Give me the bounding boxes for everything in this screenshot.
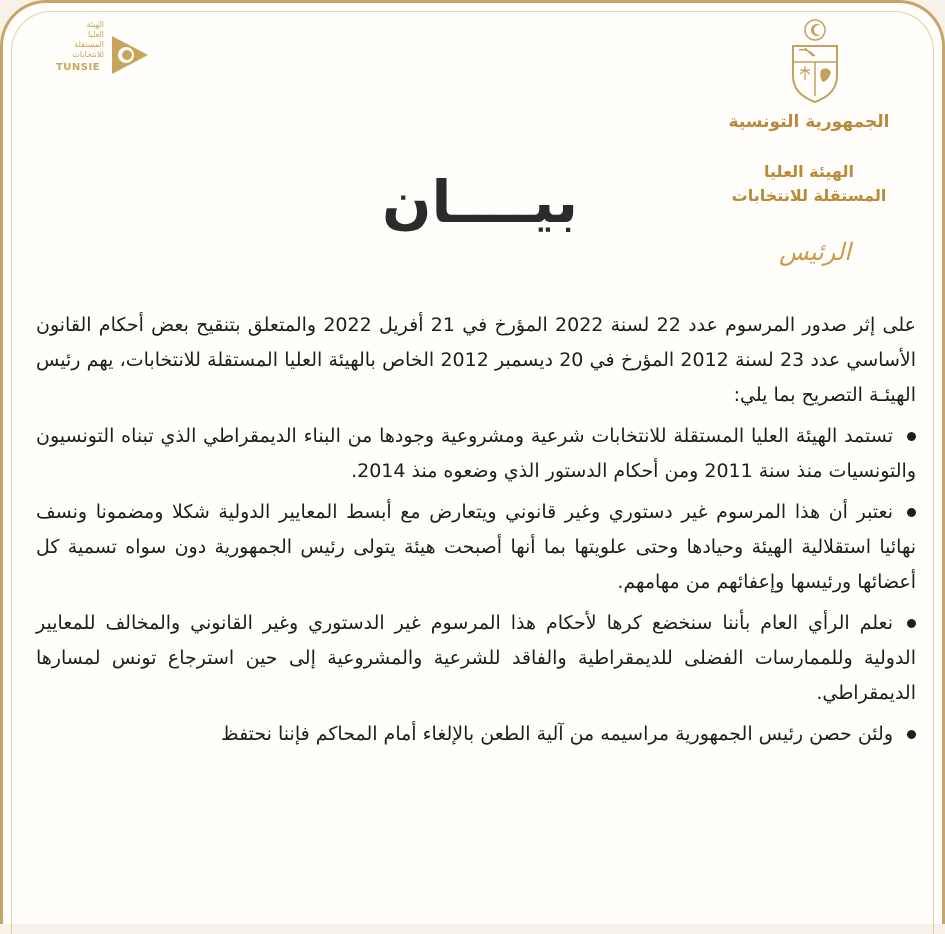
ballot-box-icon	[108, 32, 152, 78]
logo-line-4: للانتخابات	[72, 50, 104, 59]
bullet-text: ولئن حصن رئيس الجمهورية مراسيمه من آلية الطعن بالإلغاء أمام المحاكم فإننا نحتفظ	[221, 723, 893, 745]
authority-name	[719, 160, 899, 208]
bullet-icon	[907, 508, 916, 517]
bullet-text: نعتبر أن هذا المرسوم غير دستوري وغير قانوني ويتعارض مع أبسط المعايير الدولية شكلا ومضمونا ونسف نهائيا استقلالية الهيئة وحيادها وحتى علويتها بما أنها أصبحت هيئة يتولى رئيس الجمهورية دون سواه تسمية كل أعضائها ورئيسها وإعفائهم من مهامهم.	[36, 501, 916, 593]
bullet-icon	[907, 432, 916, 441]
statement-body	[36, 308, 916, 752]
bullet-icon	[907, 730, 916, 739]
authority-line-1: الهيئة العليا	[764, 162, 854, 181]
logo-line-3: المستقلة	[74, 40, 104, 49]
bullet-icon	[907, 619, 916, 628]
bullet-item	[36, 606, 916, 711]
bullet-item	[36, 495, 916, 600]
tunisia-coat-of-arms-icon	[785, 18, 845, 104]
bullet-text: تستمد الهيئة العليا المستقلة للانتخابات شرعية ومشروعية وجودها من البناء الديمقراطي الذي تبناه التونسيون والتونسيات منذ سنة 2011 ومن أحكام الدستور الذي وضعوه منذ 2014.	[36, 425, 916, 482]
isie-logo-abbr: TUNSIE	[55, 62, 101, 73]
logo-line-1: الهيئة	[86, 20, 104, 29]
bullet-text: نعلم الرأي العام بأننا سنخضع كرها لأحكام هذا المرسوم غير الدستوري وغير القانوني والمخالف للمعايير الدولية وللممارسات الفضلى للديمقراطية والفاقد للشرعية والمشروعية إلى حين استرجاع تونس لمسارها الديمقراطي.	[36, 612, 916, 704]
bullet-item	[36, 717, 916, 752]
country-name: الجمهورية التونسية	[728, 112, 890, 132]
isie-logo	[48, 20, 158, 90]
authority-line-2: المستقلة للانتخابات	[731, 186, 887, 205]
isie-logo-text	[48, 20, 104, 60]
president-signature: الرئيس	[779, 238, 851, 266]
bullet-item	[36, 419, 916, 489]
document-title: بيــــان	[381, 168, 579, 236]
intro-paragraph: على إثر صدور المرسوم عدد 22 لسنة 2022 المؤرخ في 21 أفريل 2022 والمتعلق بتنقيح بعض أحكام القانون الأساسي عدد 23 لسنة 2012 المؤرخ في 20 ديسمبر 2012 الخاص بالهيئة العليا المستقلة للانتخابات، يهم رئيس الهيئـة التصريح بما يلي:	[36, 314, 916, 406]
logo-line-2: العليا	[87, 30, 104, 39]
